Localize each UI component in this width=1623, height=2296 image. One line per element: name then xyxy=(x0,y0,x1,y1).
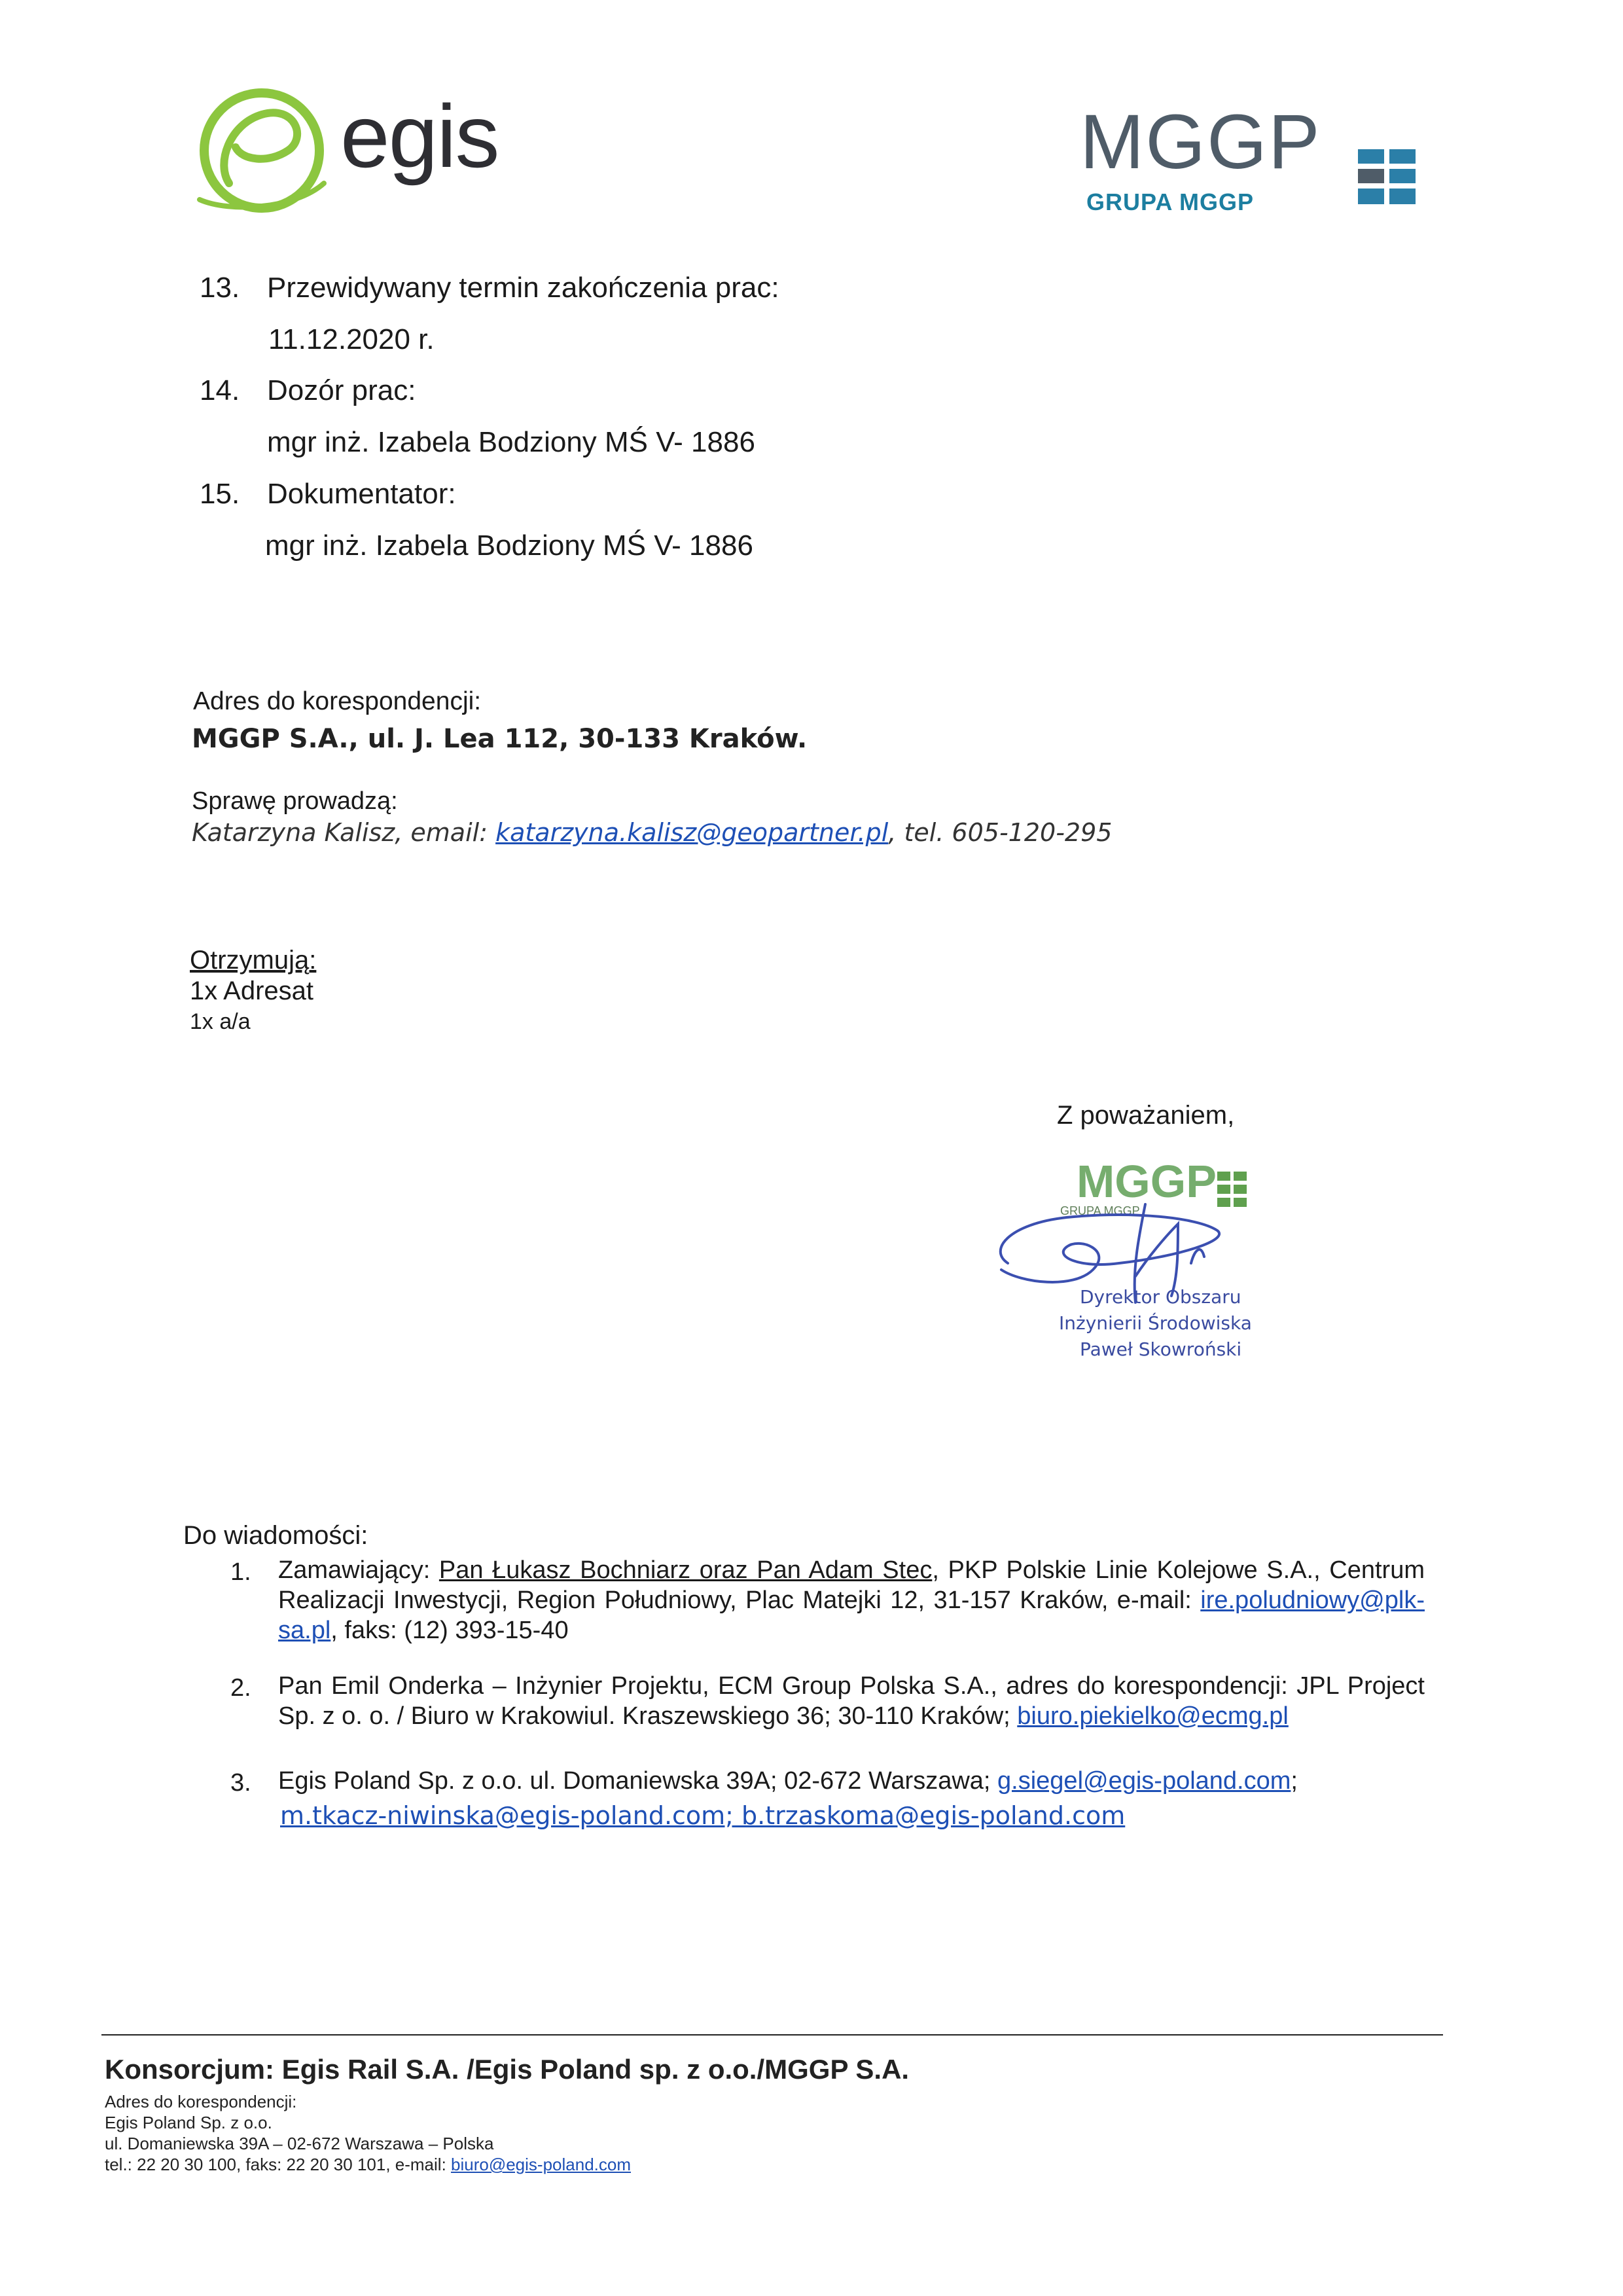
stamp-logo-subtitle: GRUPA MGGP xyxy=(1060,1204,1140,1217)
contact-tel: , tel. 605-120-295 xyxy=(888,818,1113,847)
item-15-label: Dokumentator: xyxy=(267,478,456,510)
cc-entry-number: 3. xyxy=(230,1769,251,1797)
correspondence-address: MGGP S.A., ul. J. Lea 112, 30-133 Kraków. xyxy=(192,724,808,754)
footer-company: Egis Poland Sp. z o.o. xyxy=(105,2113,272,2132)
item-13-label: Przewidywany termin zakończenia prac: xyxy=(267,272,779,304)
item-14-value: mgr inż. Izabela Bodziony MŚ V- 1886 xyxy=(267,426,755,458)
footer-contact xyxy=(105,2155,631,2175)
cc-entry-email-link[interactable]: ire.poludniowy@plk-sa.pl xyxy=(278,1587,1425,1644)
cc-entry-email-link[interactable]: biuro.piekielko@ecmg.pl xyxy=(1017,1702,1289,1730)
cc-entry-text: Zamawiający: xyxy=(278,1556,439,1584)
stamp-line: Inżynierii Środowiska xyxy=(1059,1312,1252,1334)
cc-entry-number: 1. xyxy=(230,1558,251,1586)
cc-label: Do wiadomości: xyxy=(183,1521,368,1550)
recipients-label: Otrzymują: xyxy=(190,946,317,975)
cc-entry-persons: Pan Łukasz Bochniarz oraz Pan Adam Stec xyxy=(438,1556,933,1584)
footer-consortium: Konsorcjum: Egis Rail S.A. /Egis Poland sp. z o.o./MGGP S.A. xyxy=(105,2054,910,2085)
cc-entry-text: Egis Poland Sp. z o.o. ul. Domaniewska 39A; 02-672 Warszawa; xyxy=(278,1767,998,1795)
cc-entry-emails-line xyxy=(280,1801,1125,1830)
cc-entry-3 xyxy=(278,1766,1425,1796)
contact-label: Sprawę prowadzą: xyxy=(192,787,398,815)
footer-divider xyxy=(101,2034,1443,2036)
cc-entry-email-link[interactable]: m.tkacz-niwinska@egis-poland.com; b.trzaskoma@egis-poland.com xyxy=(280,1801,1126,1830)
contact-line xyxy=(192,818,1112,847)
item-14-label: Dozór prac: xyxy=(267,374,416,406)
contact-email-link[interactable]: katarzyna.kalisz@geopartner.pl xyxy=(495,818,889,847)
mggp-logo-subtitle: GRUPA MGGP xyxy=(1086,188,1255,215)
footer-street: ul. Domaniewska 39A – 02-672 Warszawa – Polska xyxy=(105,2134,494,2153)
item-13-number: 13. xyxy=(200,272,240,304)
footer-email-link[interactable]: biuro@egis-poland.com xyxy=(451,2155,631,2174)
cc-entry-text: , PKP Polskie Linie Kolejowe S.A., Centrum Realizacji Inwestycji, Region Południowy, Plac Matejki 12, 31-157 Kraków, e-mail: xyxy=(278,1556,1425,1614)
closing-text: Z poważaniem, xyxy=(1057,1101,1235,1130)
stamp-logo-text: MGGP xyxy=(1077,1156,1217,1207)
contact-name: Katarzyna Kalisz, email: xyxy=(192,818,488,847)
stamp-line: Dyrektor Obszaru xyxy=(1080,1286,1241,1308)
egis-logo-text: egis xyxy=(340,86,499,186)
cc-entry-email-link[interactable]: g.siegel@egis-poland.com xyxy=(997,1767,1291,1795)
mggp-logo-text: MGGP xyxy=(1080,99,1321,185)
handwritten-signature xyxy=(982,1178,1296,1329)
cc-entry-text: ; xyxy=(1291,1767,1298,1795)
item-15-value: mgr inż. Izabela Bodziony MŚ V- 1886 xyxy=(265,529,753,562)
item-14-number: 14. xyxy=(200,374,240,406)
cc-entry-number: 2. xyxy=(230,1674,251,1702)
item-15-number: 15. xyxy=(200,478,240,510)
footer-phone: tel.: 22 20 30 100, faks: 22 20 30 101, e-mail: xyxy=(105,2155,452,2174)
cc-entry-1 xyxy=(278,1555,1425,1645)
cc-entry-text: Pan Emil Onderka – Inżynier Projektu, ECM Group Polska S.A., adres do korespondencji: JPL Project Sp. z o. o. / Biuro w Krakowiul. Kraszewskiego 36; 30-110 Kraków; xyxy=(278,1672,1425,1730)
recipient-line: 1x a/a xyxy=(190,1009,251,1034)
cc-entry-text: , faks: (12) 393-15-40 xyxy=(330,1617,569,1644)
footer-address-label: Adres do korespondencji: xyxy=(105,2092,297,2111)
signature-stamp xyxy=(982,1152,1296,1368)
correspondence-label: Adres do korespondencji: xyxy=(193,687,482,715)
cc-entry-2 xyxy=(278,1671,1425,1731)
item-13-value: 11.12.2020 r. xyxy=(268,323,435,355)
stamp-line: Paweł Skowroński xyxy=(1080,1338,1242,1360)
mggp-squares-icon xyxy=(1358,143,1417,208)
recipient-line: 1x Adresat xyxy=(190,977,314,1005)
